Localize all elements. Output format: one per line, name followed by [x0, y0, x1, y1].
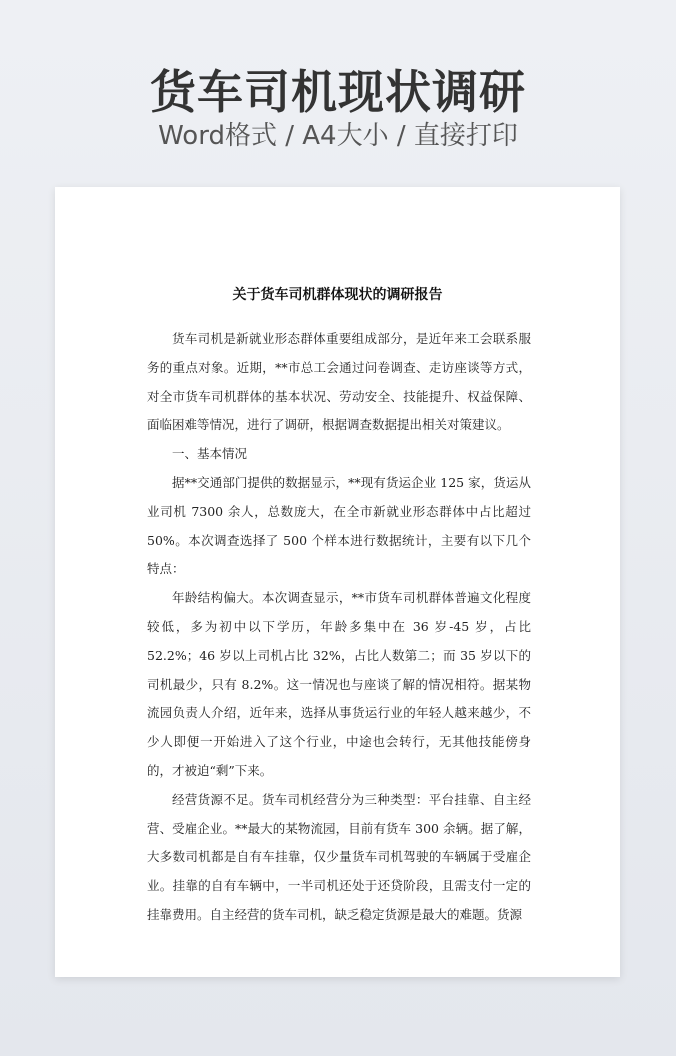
- banner-title: 货车司机现状调研: [150, 65, 526, 119]
- document-body: [147, 325, 531, 930]
- paragraph-intro: 货车司机是新就业形态群体重要组成部分，是近年来工会联系服务的重点对象。近期，**市总工会通过问卷调查、走访座谈等方式，对全市货车司机群体的基本状况、劳动安全、技能提升、权益保障、面临困难等情况，进行了调研，根据调查数据提出相关对策建议。: [147, 331, 531, 433]
- paragraph-data: 据**交通部门提供的数据显示，**现有货运企业 125 家，货运从业司机 7300 余人，总数庞大，在全市新就业形态群体中占比超过 50%。本次调查选择了 500 个样本进行数据统计，主要有以下几个特点：: [147, 474, 531, 577]
- paragraph-cargo-supply: 经营货源不足。货车司机经营分为三种类型：平台挂靠、自主经营、受雇企业。**最大的某物流园，目前有货车 300 余辆。据了解，大多数司机都是自有车挂靠，仅少量货车司机驾驶的车辆属于受雇企业。挂靠的自有车辆中，一半司机还处于还贷阶段，且需支付一定的挂靠费用。自主经营的货车司机，缺乏稳定货源是最大的难题。货源: [147, 791, 531, 922]
- document-page: [55, 187, 620, 977]
- document-title: 关于货车司机群体现状的调研报告: [232, 287, 443, 303]
- paragraph-age-structure: 年龄结构偏大。本次调查显示，**市货车司机群体普遍文化程度较低，多为初中以下学历，年龄多集中在 36 岁-45 岁，占比 52.2%；46 岁以上司机占比 32%，占比人数第二；而 35 岁以下的司机最少，只有 8.2%。这一情况也与座谈了解的情况相符。据某物流园负责人介绍，近年来，选择从事货运行业的年轻人越来越少，不少人即便一开始进入了这个行业，中途也会转行，无其他技能傍身的，才被迫“剩”下来。: [147, 590, 531, 778]
- banner-subtitle: Word格式 / A4大小 / 直接打印: [158, 121, 518, 151]
- section-heading-basic: 一、基本情况: [172, 446, 248, 462]
